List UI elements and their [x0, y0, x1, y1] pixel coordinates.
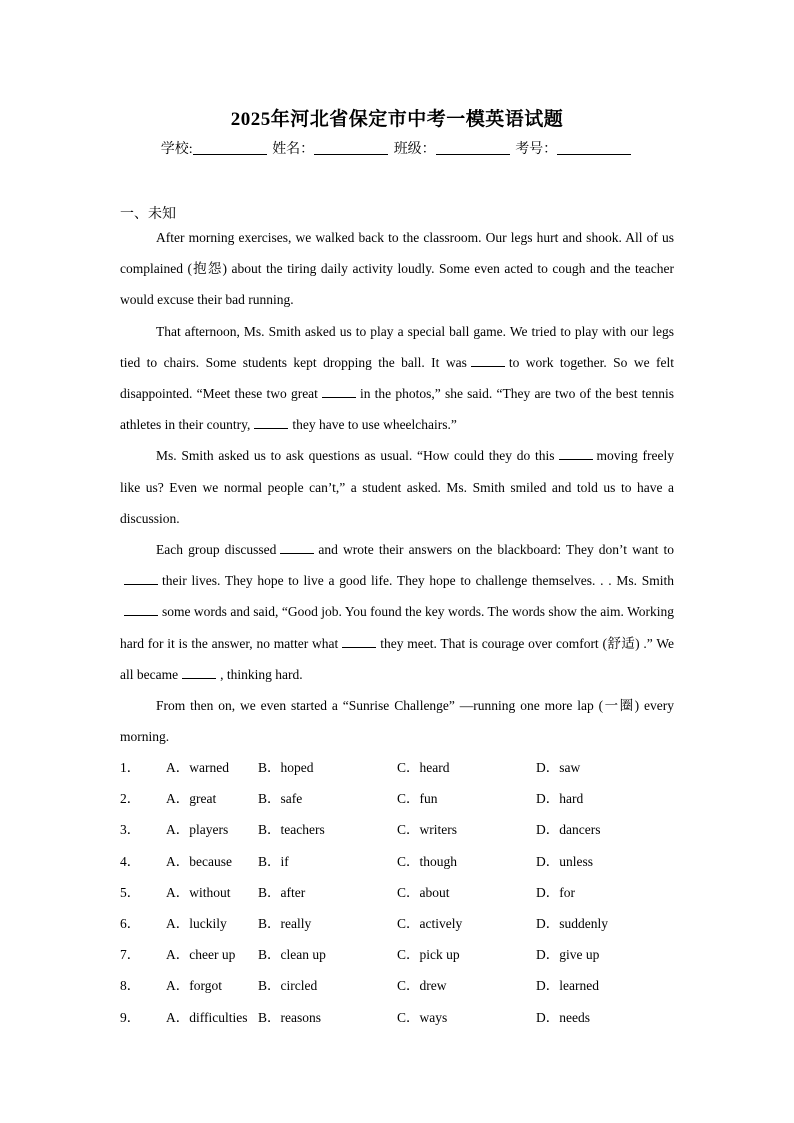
question-number: 9． [120, 1009, 141, 1025]
option-row [120, 814, 680, 845]
option-b[interactable]: B．circled [258, 978, 318, 994]
question-number: 6． [120, 915, 141, 931]
answer-blank [124, 603, 158, 616]
paragraph-5: From then on, we even started a “Sunrise Challenge” —running one more lap (一圈) every morning. [120, 698, 674, 745]
option-b[interactable]: B．really [258, 915, 312, 931]
option-c[interactable]: C．ways [397, 1009, 448, 1025]
option-b[interactable]: B．if [258, 853, 289, 869]
answer-options [120, 752, 680, 1033]
option-a[interactable]: A．great [166, 791, 217, 807]
name-label: 姓名： [272, 142, 315, 157]
paragraph-1: After morning exercises, we walked back to the classroom. Our legs hurt and shook. All of us complained (抱怨) about the tiring daily activity loudly. Some even acted to cough and the teacher would excuse their bad running. [120, 230, 674, 308]
option-b[interactable]: B．clean up [258, 947, 326, 963]
exam-no-blank[interactable] [557, 140, 631, 155]
option-b[interactable]: B．after [258, 884, 306, 900]
option-c[interactable]: C．drew [397, 978, 447, 994]
option-d[interactable]: D．saw [536, 760, 581, 775]
option-b[interactable]: B．reasons [258, 1009, 321, 1025]
class-blank[interactable] [436, 140, 510, 155]
paragraph-4: Each group discussed and wrote their answers on the blackboard: They don’t want totheir lives. They hope to live a good life. They hope to challenge themselves. . . Ms. Smithsome words and said, “Good job. You found the key words. The words show the aim. Working hard for it is the answer, no matter what they meet. That is courage over comfort (舒适) .” We all became , thinking hard. [120, 542, 674, 682]
option-c[interactable]: C．pick up [397, 947, 460, 963]
question-number: 7． [120, 947, 141, 963]
class-label: 班级： [393, 142, 436, 157]
student-info-line [0, 138, 794, 158]
question-number: 1． [120, 760, 141, 775]
option-d[interactable]: D．for [536, 884, 575, 900]
option-d[interactable]: D．learned [536, 978, 599, 994]
school-label: 学校: [160, 142, 193, 157]
option-d[interactable]: D．dancers [536, 822, 601, 838]
option-row [120, 846, 680, 877]
answer-blank [322, 385, 356, 398]
option-row [120, 970, 680, 1001]
option-c[interactable]: C．about [397, 884, 450, 900]
answer-blank [124, 572, 158, 585]
option-row [120, 1002, 680, 1033]
option-row [120, 939, 680, 970]
answer-blank [254, 416, 288, 429]
answer-blank [471, 354, 505, 367]
paragraph-3: Ms. Smith asked us to ask questions as usual. “How could they do this moving freely like us? Even we normal people can’t,” a student asked. Ms. Smith smiled and told us to have a discussion. [120, 448, 674, 526]
answer-blank [182, 666, 216, 679]
option-b[interactable]: B．hoped [258, 760, 314, 775]
option-a[interactable]: A．difficulties [166, 1009, 248, 1025]
option-c[interactable]: C．heard [397, 760, 450, 775]
option-a[interactable]: A．luckily [166, 915, 227, 931]
option-a[interactable]: A．because [166, 853, 232, 869]
reading-passage [120, 222, 674, 752]
answer-blank [559, 447, 593, 460]
name-blank[interactable] [314, 140, 388, 155]
exam-no-label: 考号： [515, 142, 558, 157]
option-d[interactable]: D．needs [536, 1009, 590, 1025]
question-number: 4． [120, 853, 141, 869]
answer-blank [280, 541, 314, 554]
option-row [120, 783, 680, 814]
question-number: 3． [120, 822, 141, 838]
option-a[interactable]: A．cheer up [166, 947, 236, 963]
option-a[interactable]: A．warned [166, 760, 229, 775]
option-c[interactable]: C．fun [397, 791, 438, 807]
option-c[interactable]: C．writers [397, 822, 457, 838]
option-d[interactable]: D．give up [536, 947, 600, 963]
school-blank[interactable] [193, 140, 267, 155]
option-d[interactable]: D．unless [536, 853, 593, 869]
option-row [120, 877, 680, 908]
paragraph-2: That afternoon, Ms. Smith asked us to play a special ball game. We tried to play with our legs tied to chairs. Some students kept dropping the ball. It was to work together. So we felt disappointed. “Meet these two great in the photos,” she said. “They are two of the best tennis athletes in their country, they have to use wheelchairs.” [120, 323, 674, 433]
question-number: 2． [120, 791, 141, 807]
option-b[interactable]: B．teachers [258, 822, 325, 838]
section-heading: 一、未知 [120, 207, 176, 222]
option-a[interactable]: A．without [166, 884, 231, 900]
option-d[interactable]: D．hard [536, 791, 584, 807]
option-row [120, 752, 680, 783]
option-a[interactable]: A．players [166, 822, 229, 838]
question-number: 5． [120, 884, 141, 900]
answer-blank [342, 635, 376, 648]
option-c[interactable]: C．actively [397, 915, 463, 931]
option-c[interactable]: C．though [397, 853, 458, 869]
option-d[interactable]: D．suddenly [536, 915, 608, 931]
option-row [120, 908, 680, 939]
option-b[interactable]: B．safe [258, 791, 303, 807]
option-a[interactable]: A．forgot [166, 978, 222, 994]
page-title: 2025年河北省保定市中考一模英语试题 [230, 109, 564, 130]
question-number: 8． [120, 978, 141, 994]
